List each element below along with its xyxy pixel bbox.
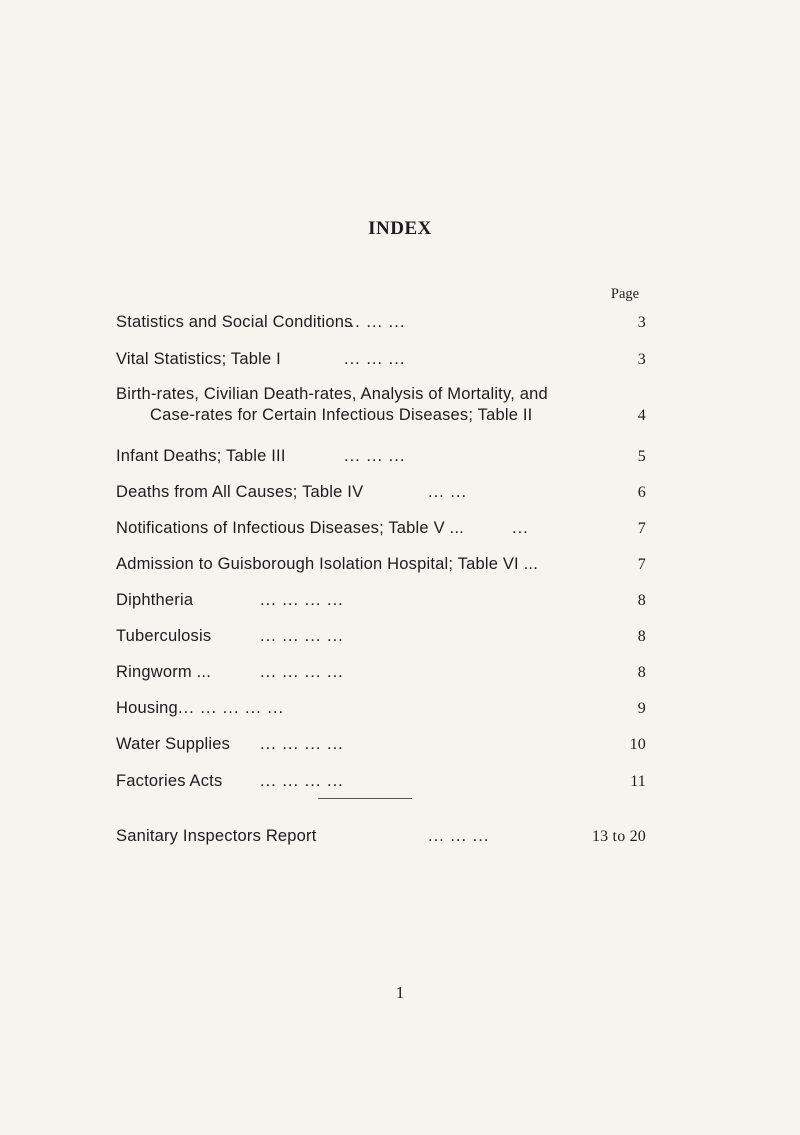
- entry-page: 7: [637, 556, 646, 573]
- index-entry: [116, 482, 656, 503]
- entry-text-line2: Case-rates for Certain Infectious Diseases; Table II: [150, 406, 533, 424]
- entry-text-line1: Birth-rates, Civilian Death-rates, Analysis of Mortality, and: [116, 385, 548, 403]
- leader-dots: ... ... ...: [344, 350, 406, 368]
- entry-page: 3: [637, 351, 646, 368]
- entry-text: Deaths from All Causes; Table IV: [116, 483, 364, 501]
- entry-page: 9: [637, 700, 646, 717]
- index-entry: [116, 734, 656, 755]
- entry-page: 8: [637, 628, 646, 645]
- entry-page: 10: [629, 736, 646, 753]
- entry-text: Ringworm ...: [116, 663, 212, 681]
- index-entry: [116, 698, 656, 719]
- leader-dots: ... ... ... ...: [260, 627, 344, 645]
- entry-page: 13 to 20: [591, 828, 646, 845]
- entry-text: [116, 384, 586, 426]
- index-entry: [116, 590, 656, 611]
- entry-text: Vital Statistics; Table I: [116, 350, 281, 368]
- leader-dots: ...: [512, 519, 529, 537]
- index-entry: [116, 554, 656, 575]
- index-entry: [116, 826, 656, 847]
- entry-page: 11: [630, 773, 646, 790]
- entry-page: 3: [637, 314, 646, 331]
- leader-dots: ... ...: [428, 483, 468, 501]
- leader-dots: ... ... ...: [428, 827, 490, 845]
- entry-page: 5: [637, 448, 646, 465]
- index-entry: [116, 312, 656, 333]
- entry-text: Factories Acts: [116, 772, 223, 790]
- entry-text: Admission to Guisborough Isolation Hospital; Table VI ...: [116, 555, 538, 573]
- entry-page: 6: [637, 484, 646, 501]
- leader-dots: ... ... ... ...: [260, 663, 344, 681]
- leader-dots: ... ... ... ... ...: [178, 699, 285, 717]
- index-entry: [116, 446, 656, 467]
- leader-dots: ... ... ... ...: [260, 735, 344, 753]
- entry-text: Tuberculosis: [116, 627, 212, 645]
- entry-text: Housing: [116, 699, 178, 717]
- entry-text: Infant Deaths; Table III: [116, 447, 286, 465]
- entry-text: Diphtheria: [116, 591, 194, 609]
- index-entry: [116, 626, 656, 647]
- entry-page: 8: [637, 664, 646, 681]
- index-entry: [116, 349, 656, 370]
- index-entry: [116, 662, 656, 683]
- entry-text: Sanitary Inspectors Report: [116, 827, 317, 845]
- leader-dots: ... ... ...: [344, 313, 406, 331]
- entry-page: 4: [637, 407, 646, 424]
- leader-dots: ... ... ...: [344, 447, 406, 465]
- index-title: INDEX: [368, 218, 432, 239]
- index-entry: [116, 771, 656, 792]
- entry-text: Statistics and Social Conditions: [116, 313, 353, 331]
- entry-page: 8: [637, 592, 646, 609]
- index-entry: [116, 384, 656, 426]
- separator-rule: [318, 798, 412, 799]
- page-number: 1: [395, 983, 405, 1002]
- index-entry: [116, 518, 656, 539]
- page-column-heading: Page: [610, 286, 640, 302]
- leader-dots: ... ... ... ...: [260, 591, 344, 609]
- entry-text: Notifications of Infectious Diseases; Table V ...: [116, 519, 464, 537]
- entry-text: Water Supplies: [116, 735, 231, 753]
- leader-dots: ... ... ... ...: [260, 772, 344, 790]
- entry-page: 7: [637, 520, 646, 537]
